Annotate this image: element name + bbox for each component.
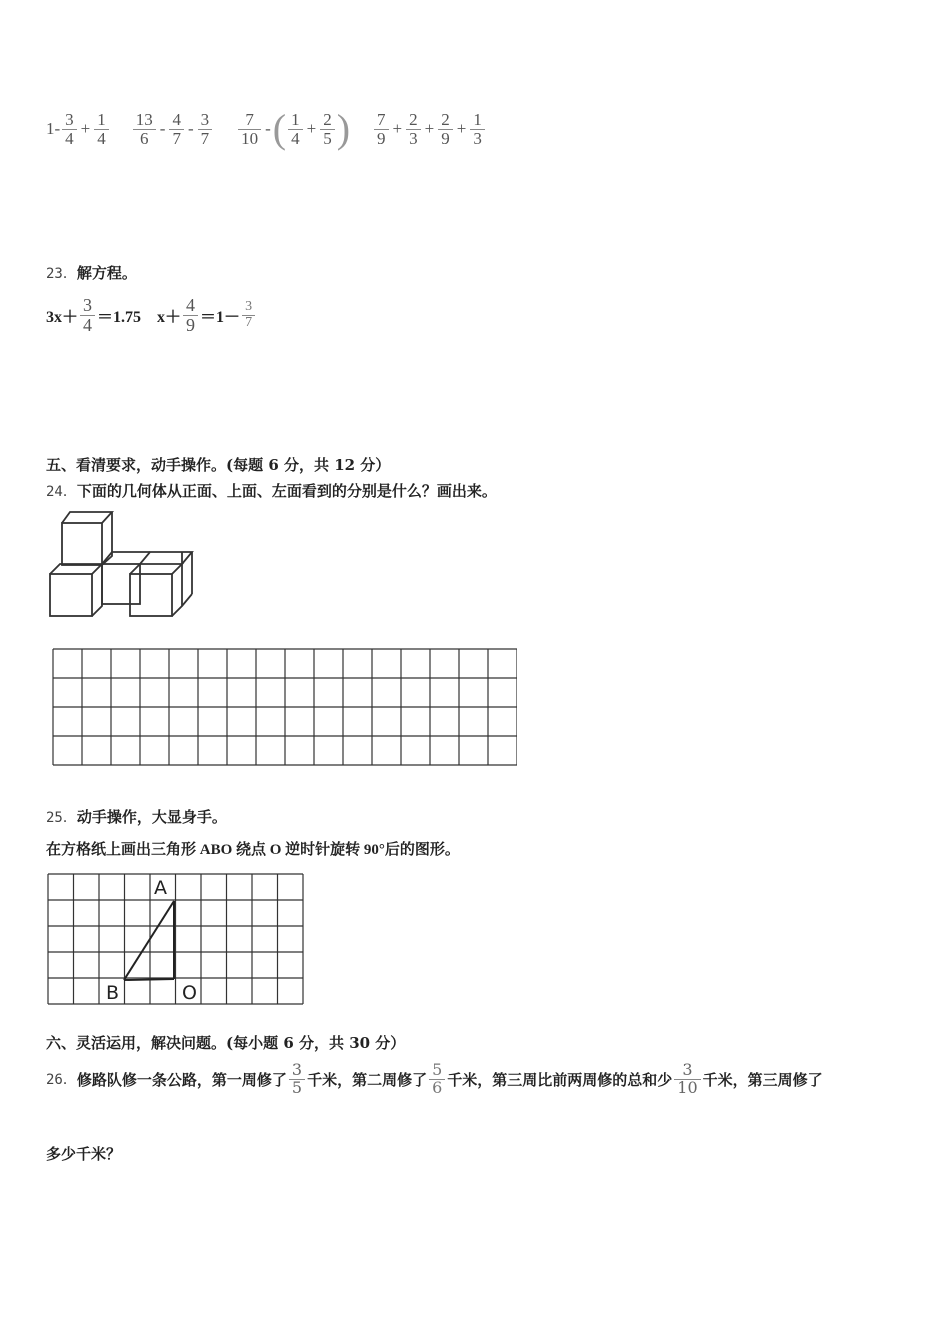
cube-figure xyxy=(46,508,198,620)
fraction: $\frac{1}{3}$ xyxy=(470,111,485,148)
fraction: $\frac{1}{4}$ xyxy=(94,111,109,148)
fraction: $\frac{4}{9}$ xyxy=(183,296,198,335)
q24-heading: 24．下面的几何体从正面、上面、左面看到的分别是什么？画出来。 xyxy=(46,482,497,500)
left-paren: ( xyxy=(272,106,287,151)
triangle-abo xyxy=(124,901,174,980)
fraction: $\frac{3}{5}$ xyxy=(289,1062,305,1097)
fraction: $\frac{1}{4}$ xyxy=(288,111,303,148)
fraction: $\frac{2}{5}$ xyxy=(320,111,335,148)
fraction: $\frac{7}{9}$ xyxy=(374,111,389,148)
q23-heading: 23．解方程。 xyxy=(46,264,137,282)
label-b: B xyxy=(106,982,120,1004)
fraction: $\frac{3}{4}$ xyxy=(80,296,95,335)
fraction: $\frac{3}{10}$ xyxy=(674,1062,700,1097)
fraction: $\frac{7}{10}$ xyxy=(238,111,261,148)
q25-instruction: 在方格纸上画出三角形 ABO 绕点 O 逆时针旋转 90°后的图形。 xyxy=(46,842,460,858)
rotation-grid-q25[interactable] xyxy=(46,872,308,1008)
label-o: O xyxy=(182,982,197,1004)
fraction: $\frac{13}{6}$ xyxy=(133,111,156,148)
section5-title: 五、看清要求，动手操作。(每题 6 分，共 12 分） xyxy=(46,456,391,474)
fraction: $\frac{5}{6}$ xyxy=(429,1062,445,1097)
fraction: $\frac{4}{7}$ xyxy=(169,111,184,148)
calc-row: 1- $\frac{3}{4}$ + $\frac{1}{4}$ $\frac{13}{6}$ - $\frac{4}{7}$ - $\frac{3}{7}$ $\frac{7}{10}$ - ( $\frac{1}{4}$ + $\frac{2}{5}$ ) $\frac{7}{9}$ + $\frac{2}{3}$ + $\frac{2}{9}$ + $\frac{1}{3}$ xyxy=(46,104,487,154)
fraction: $\frac{2}{9}$ xyxy=(438,111,453,148)
q25-heading: 25．动手操作，大显身手。 xyxy=(46,808,227,826)
fraction: $\frac{3}{4}$ xyxy=(62,111,77,148)
label-a: A xyxy=(154,877,167,899)
fraction: $\frac{2}{3}$ xyxy=(406,111,421,148)
q26-text: 26． 修路队修一条公路，第一周修了 $\frac{3}{5}$ 千米，第二周修了 $\frac{5}{6}$ 千米，第三周比前两周修的总和少 $\frac{3}{10}$ 千米，第三周修了 xyxy=(46,1059,823,1097)
right-paren: ) xyxy=(336,106,351,151)
fraction: $\frac{3}{7}$ xyxy=(242,300,255,330)
fraction: $\frac{3}{7}$ xyxy=(198,111,213,148)
drawing-grid-q24[interactable] xyxy=(52,648,517,768)
calc-e1-lead: 1- xyxy=(46,119,61,138)
section6-title: 六、灵活运用，解决问题。(每小题 6 分，共 30 分） xyxy=(46,1034,406,1052)
q26-text-end: 多少千米？ xyxy=(46,1145,122,1163)
q23-equations: 3x＋ $\frac{3}{4}$ ＝1.75 x＋ $\frac{4}{9}$ ＝1－ $\frac{3}{7}$ xyxy=(46,296,257,335)
